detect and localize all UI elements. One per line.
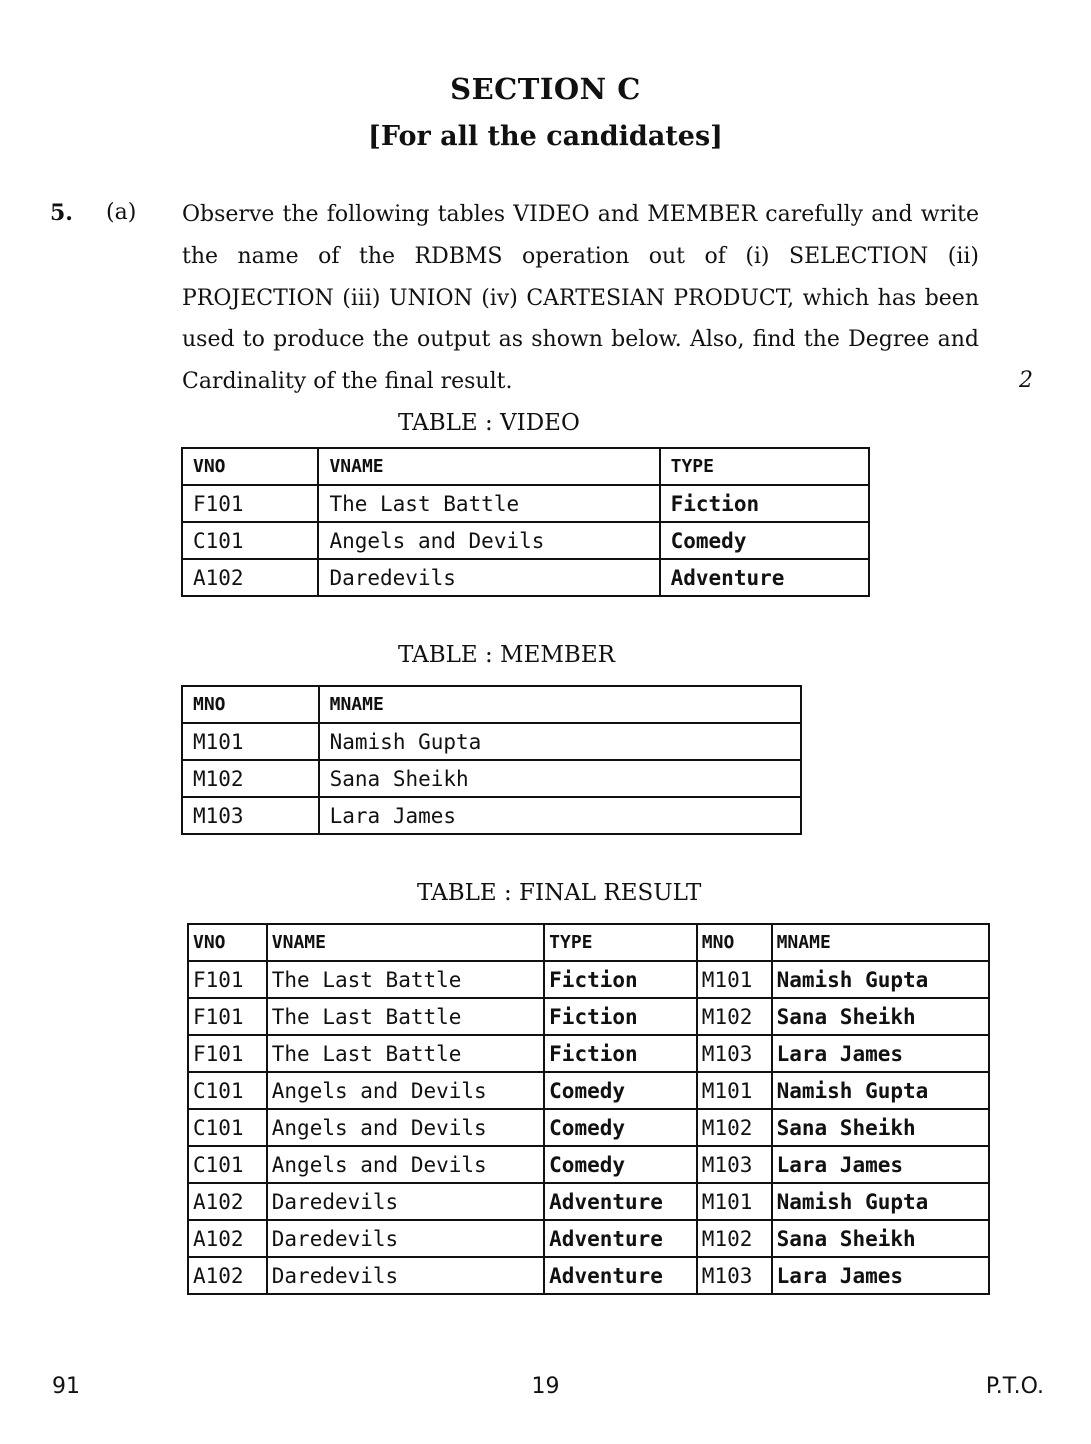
- table-cell: Daredevils: [267, 1183, 544, 1220]
- table-row: [182, 723, 801, 760]
- table-cell: F101: [182, 485, 318, 522]
- table-cell: Sana Sheikh: [772, 1109, 989, 1146]
- table-cell: M103: [182, 797, 319, 834]
- question-part: (a): [106, 200, 137, 225]
- table-cell: Daredevils: [267, 1257, 544, 1294]
- table-row: [188, 1109, 989, 1146]
- table-cell: C101: [182, 522, 318, 559]
- table-header-row: [182, 448, 869, 485]
- table-cell: The Last Battle: [267, 1035, 544, 1072]
- column-header: VNO: [182, 448, 318, 485]
- table-cell: The Last Battle: [267, 998, 544, 1035]
- footer-page-number: 19: [531, 1374, 560, 1399]
- table-cell: M101: [697, 1072, 772, 1109]
- table-cell: Fiction: [660, 485, 869, 522]
- table-cell: M101: [697, 961, 772, 998]
- final-table-caption: TABLE : FINAL RESULT: [417, 880, 702, 906]
- member-table-caption: TABLE : MEMBER: [398, 642, 615, 668]
- section-title: SECTION C: [450, 72, 641, 106]
- column-header: TYPE: [660, 448, 869, 485]
- column-header: VNO: [188, 924, 267, 961]
- table-header-row: [182, 686, 801, 723]
- table-row: [188, 1220, 989, 1257]
- column-header: TYPE: [544, 924, 697, 961]
- table-cell: Daredevils: [267, 1220, 544, 1257]
- table-row: [188, 1072, 989, 1109]
- table-cell: M102: [182, 760, 319, 797]
- table-cell: A102: [188, 1183, 267, 1220]
- table-row: [182, 522, 869, 559]
- table-cell: Adventure: [544, 1257, 697, 1294]
- table-cell: M103: [697, 1257, 772, 1294]
- table-cell: Lara James: [772, 1146, 989, 1183]
- table-cell: Sana Sheikh: [772, 1220, 989, 1257]
- table-cell: Comedy: [544, 1109, 697, 1146]
- question-text: Observe the following tables VIDEO and MEMBER carefully and write the name of the RDBMS operation out of (i) SELECTION (ii) PROJECTION (iii) UNION (iv) CARTESIAN PRODUCT, which has been used to produce the output as shown below. Also, find the Degree and Cardinality of the final result.: [182, 202, 979, 394]
- table-cell: Namish Gupta: [772, 961, 989, 998]
- column-header: VNAME: [267, 924, 544, 961]
- table-cell: The Last Battle: [318, 485, 659, 522]
- table-row: [182, 797, 801, 834]
- table-cell: Fiction: [544, 998, 697, 1035]
- table-cell: F101: [188, 1035, 267, 1072]
- table-cell: Namish Gupta: [319, 723, 801, 760]
- table-cell: A102: [188, 1257, 267, 1294]
- table-cell: Sana Sheikh: [319, 760, 801, 797]
- table-cell: A102: [188, 1220, 267, 1257]
- table-cell: C101: [188, 1109, 267, 1146]
- footer-pto: P.T.O.: [985, 1374, 1044, 1399]
- table-cell: Angels and Devils: [318, 522, 659, 559]
- column-header: MNO: [697, 924, 772, 961]
- table-cell: The Last Battle: [267, 961, 544, 998]
- table-cell: Adventure: [660, 559, 869, 596]
- table-cell: Angels and Devils: [267, 1072, 544, 1109]
- table-cell: C101: [188, 1146, 267, 1183]
- final-result-table: [187, 923, 990, 1295]
- table-cell: Namish Gupta: [772, 1183, 989, 1220]
- footer-paper-code: 91: [52, 1374, 80, 1399]
- column-header: MNAME: [772, 924, 989, 961]
- table-cell: Lara James: [772, 1035, 989, 1072]
- table-cell: Angels and Devils: [267, 1109, 544, 1146]
- question-number: 5.: [50, 200, 73, 226]
- table-cell: Lara James: [772, 1257, 989, 1294]
- table-cell: M103: [697, 1035, 772, 1072]
- table-cell: M102: [697, 1220, 772, 1257]
- table-row: [188, 1257, 989, 1294]
- table-cell: Adventure: [544, 1220, 697, 1257]
- table-cell: M103: [697, 1146, 772, 1183]
- table-cell: Daredevils: [318, 559, 659, 596]
- table-cell: Sana Sheikh: [772, 998, 989, 1035]
- column-header: MNAME: [319, 686, 801, 723]
- table-cell: C101: [188, 1072, 267, 1109]
- table-cell: Comedy: [660, 522, 869, 559]
- table-cell: Adventure: [544, 1183, 697, 1220]
- table-cell: Namish Gupta: [772, 1072, 989, 1109]
- table-row: [188, 1183, 989, 1220]
- table-row: [182, 760, 801, 797]
- table-row: [188, 961, 989, 998]
- table-row: [182, 559, 869, 596]
- table-row: [188, 1035, 989, 1072]
- table-cell: M102: [697, 998, 772, 1035]
- video-table-caption: TABLE : VIDEO: [398, 410, 580, 436]
- section-subtitle: [For all the candidates]: [368, 121, 723, 152]
- question-marks: 2: [1019, 368, 1033, 393]
- table-cell: A102: [182, 559, 318, 596]
- table-header-row: [188, 924, 989, 961]
- video-table: [181, 447, 870, 597]
- table-cell: F101: [188, 961, 267, 998]
- table-row: [182, 485, 869, 522]
- table-cell: F101: [188, 998, 267, 1035]
- table-cell: M101: [182, 723, 319, 760]
- column-header: MNO: [182, 686, 319, 723]
- table-cell: Lara James: [319, 797, 801, 834]
- table-cell: Comedy: [544, 1146, 697, 1183]
- member-table: [181, 685, 802, 835]
- table-row: [188, 998, 989, 1035]
- table-cell: M102: [697, 1109, 772, 1146]
- table-cell: M101: [697, 1183, 772, 1220]
- table-cell: Angels and Devils: [267, 1146, 544, 1183]
- column-header: VNAME: [318, 448, 659, 485]
- table-cell: Fiction: [544, 1035, 697, 1072]
- table-row: [188, 1146, 989, 1183]
- table-cell: Fiction: [544, 961, 697, 998]
- table-cell: Comedy: [544, 1072, 697, 1109]
